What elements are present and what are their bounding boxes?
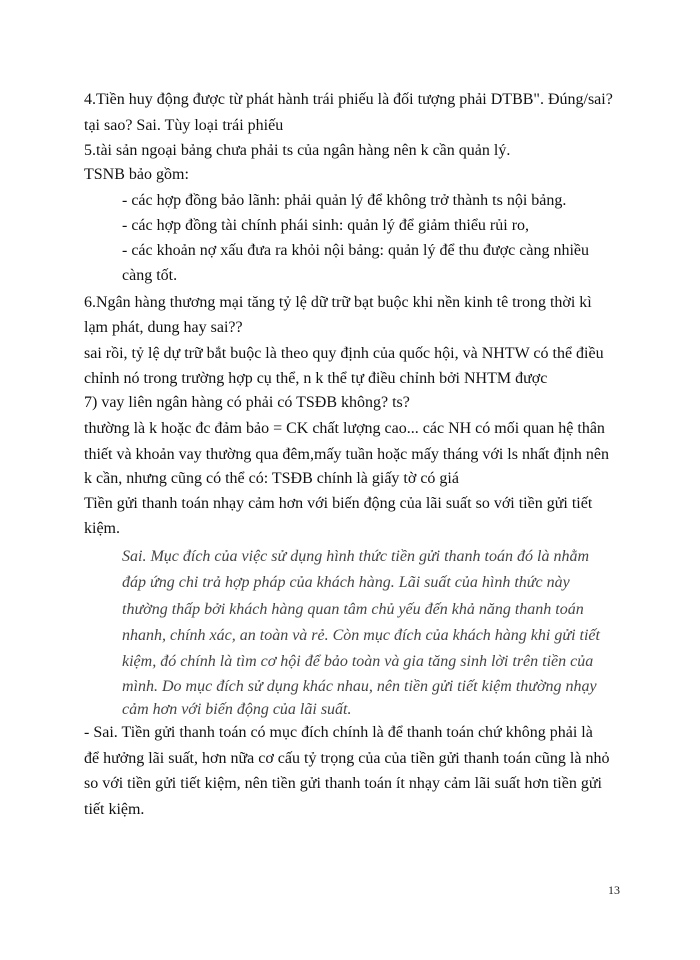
text-line: kiệm. (84, 520, 120, 537)
text-line: sai rồi, tỷ lệ dự trữ bắt buộc là theo quy định của quốc hội, và NHTW có thể điều (84, 345, 604, 362)
text-line: 4.Tiền huy động được từ phát hành trái phiếu là đối tượng phải DTBB". Đúng/sai? (84, 91, 613, 108)
text-line: so với tiền gửi tiết kiệm, nên tiền gửi thanh toán ít nhạy cảm lãi suất hơn tiền gửi (84, 775, 602, 792)
list-item: - các hợp đồng tài chính phái sinh: quản lý để giảm thiểu rủi ro, (122, 217, 530, 234)
list-item: - các khoản nợ xấu đưa ra khỏi nội bảng: quản lý để thu được càng nhiều (122, 242, 590, 259)
text-line: k cần, nhưng cũng có thể có: TSĐB chính là giấy tờ có giá (84, 470, 459, 487)
text-line: 7) vay liên ngân hàng có phải có TSĐB không? ts? (84, 394, 410, 411)
text-line: TSNB bảo gồm: (84, 166, 189, 183)
text-line: tiết kiệm. (84, 801, 145, 818)
text-line: lạm phát, dung hay sai?? (84, 319, 243, 336)
italic-answer-line: nhanh, chính xác, an toàn và rẻ. Còn mục đích của khách hàng khi gửi tiết (122, 627, 600, 644)
text-line: tại sao? Sai. Tùy loại trái phiếu (84, 117, 284, 134)
list-item: - các hợp đồng bảo lãnh: phải quản lý để không trở thành ts nội bảng. (122, 192, 567, 209)
text-line: 5.tài sản ngoại bảng chưa phải ts của ngân hàng nên k cần quản lý. (84, 142, 511, 159)
text-line: - Sai. Tiền gửi thanh toán có mục đích chính là để thanh toán chứ không phải là (84, 724, 593, 741)
italic-answer-line: Sai. Mục đích của việc sử dụng hình thức tiền gửi thanh toán đó là nhằm (122, 548, 589, 565)
italic-answer-line: đáp ứng chi trả hợp pháp của khách hàng. Lãi suất của hình thức này (122, 574, 570, 591)
page-number: 13 (608, 883, 620, 897)
italic-answer-line: cảm hơn với biến động của lãi suất. (122, 701, 352, 718)
italic-answer-line: mình. Do mục đích sử dụng khác nhau, nên tiền gửi tiết kiệm thường nhạy (122, 678, 597, 695)
text-line: để hưởng lãi suất, hơn nữa cơ cấu tỷ trọng của của tiền gửi thanh toán cũng là nhỏ (84, 750, 610, 767)
text-line: Tiền gửi thanh toán nhạy cảm hơn với biến động của lãi suất so với tiền gửi tiết (84, 495, 593, 512)
text-line: thường là k hoặc đc đảm bảo = CK chất lượng cao... các NH có mối quan hệ thân (84, 420, 605, 437)
italic-answer-line: kiệm, đó chính là tìm cơ hội để bảo toàn và gia tăng sinh lời trên tiền của (122, 653, 594, 670)
list-item: càng tốt. (122, 267, 178, 284)
text-line: thiết và khoản vay thường qua đêm,mấy tuần hoặc mấy tháng với ls nhất định nên (84, 446, 610, 463)
italic-answer-line: thường thấp bởi khách hàng quan tâm chủ yếu đến khả năng thanh toán (122, 601, 584, 618)
text-line: chỉnh nó trong trường hợp cụ thể, n k thể tự điều chỉnh bởi NHTM được (84, 370, 548, 387)
text-line: 6.Ngân hàng thương mại tăng tỷ lệ dữ trữ bạt buộc khi nền kinh tê trong thời kì (84, 294, 592, 311)
